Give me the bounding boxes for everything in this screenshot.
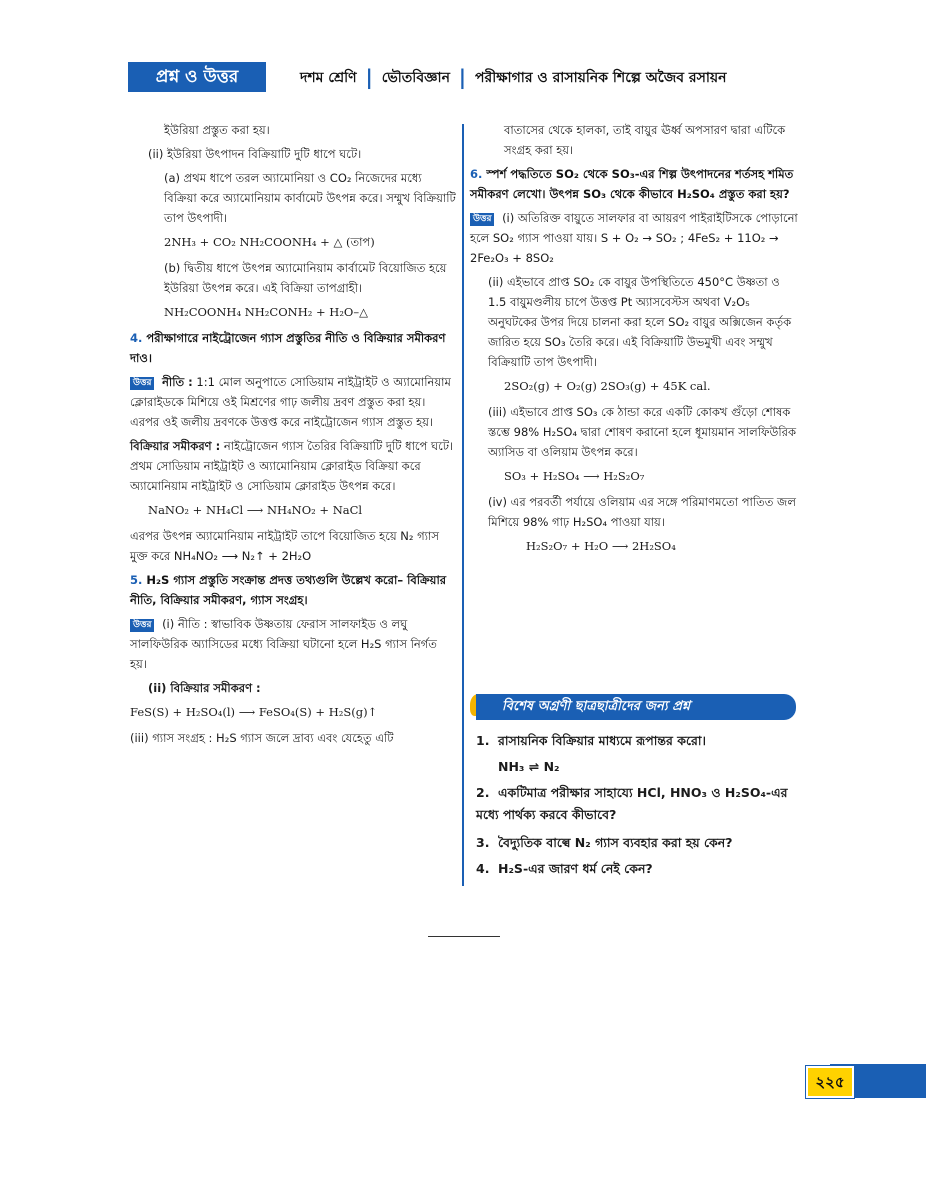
question-number: 4.: [476, 861, 490, 876]
running-header: [300, 62, 820, 92]
special-question: [476, 756, 806, 778]
header-chapter: পরীক্ষাগার ও রাসায়নিক শিল্পে অজৈব রসায়ন: [474, 70, 727, 86]
answer-4-principle: [130, 372, 456, 432]
equation: NaNO₂ + NH₄Cl ⟶ NH₄NO₂ + NaCl: [148, 503, 363, 517]
special-question: [476, 782, 806, 826]
question-number: 3.: [476, 835, 490, 850]
answer-text: 1:1 মোল অনুপাতে সোডিয়াম নাইট্রাইট ও অ্যামোনিয়াম ক্লোরাইডকে মিশিয়ে ওই মিশ্রণের গাঢ় জলীয় দ্রবণ প্রস্তুত করা হয়। এরপর ওই জলীয় দ্রবণকে উত্তপ্ত করে নাইট্রোজেন গ্যাস প্রস্তুত হয়।: [130, 375, 451, 429]
answer-6-step-2: (ii) এইভাবে প্রাপ্ত SO₂ কে বায়ুর উপস্থিতিতে 450°C উষ্ণতা ও 1.5 বায়ুমণ্ডলীয় চাপে উত্তপ্ত Pt অ্যাসবেস্টস অথবা V₂O₅ অনুঘটকের উপর দিয়ে চালনা করা হলে SO₂ বায়ুর অক্সিজেন কর্তৃক জারিত হয়ে SO₃ তৈরি করে। এই বিক্রিয়াটি উভমুখী এবং সম্মুখ বিক্রিয়াটি তাপ উৎপাদী।: [488, 275, 792, 369]
question-5: [130, 570, 456, 610]
question-text: H₂S-এর জারণ ধর্ম নেই কেন?: [498, 861, 653, 876]
answer-6-step-3: (iii) এইভাবে প্রাপ্ত SO₃ কে ঠান্ডা করে একটি কোকখ গুঁড়ো শোষক স্তম্ভে 98% H₂SO₄ দ্বারা শোষণ করানো হলে ধূমায়মান সালফিউরিক অ্যাসিড বা ওলিয়াম উৎপন্ন করে।: [488, 405, 797, 459]
answer-heading: নীতি :: [162, 375, 193, 389]
question-number: 5.: [130, 573, 143, 587]
header-separator: |: [458, 65, 467, 89]
answer-6-step-4: (iv) এর পরবর্তী পর্যায়ে ওলিয়াম এর সঙ্গে পরিমাণমতো পাতিত জল মিশিয়ে 98% গাঢ় H₂SO₄ পাওয়া যায়।: [488, 495, 796, 529]
answer-text: (ii) বিক্রিয়ার সমীকরণ :: [148, 681, 261, 695]
question-text: স্পর্শ পদ্ধতিতে SO₂ থেকে SO₃-এর শিল্প উৎপাদনের শর্তসহ শমিত সমীকরণ লেখো। উৎপন্ন SO₃ থেকে কীভাবে H₂SO₄ প্রস্তুত করা হয়?: [470, 167, 794, 201]
answer-4-equation: [130, 436, 456, 496]
question-number: 6.: [470, 167, 483, 181]
equation: 2SO₂(g) + O₂(g) 2SO₃(g) + 45K cal.: [504, 379, 711, 393]
equation: H₂S₂O₇ + H₂O ⟶ 2H₂SO₄: [526, 539, 676, 553]
left-column: [130, 120, 456, 752]
answer-text: নাইট্রোজেন গ্যাস তৈরির বিক্রিয়াটি দুটি ধাপে ঘটে। প্রথম সোডিয়াম নাইট্রাইট ও অ্যামোনিয়াম ক্লোরাইড বিক্রিয়া করে অ্যামোনিয়াম নাইট্রাইট ও সোডিয়াম ক্লোরাইড উৎপন্ন করে।: [130, 439, 454, 493]
answer-tag: উত্তর: [130, 377, 154, 390]
special-questions-banner: বিশেষ অগ্রণী ছাত্রছাত্রীদের জন্য প্রশ্ন: [476, 694, 796, 720]
text-paragraph: বাতাসের থেকে হালকা, তাই বায়ুর ঊর্ধ্ব অপসারণ দ্বারা এটিকে সংগ্রহ করা হয়।: [504, 123, 786, 157]
end-rule: [428, 936, 500, 937]
page-number: ২২৫: [806, 1066, 854, 1098]
text-line: (ii) ইউরিয়া উৎপাদন বিক্রিয়াটি দুটি ধাপে ঘটে।: [148, 147, 362, 161]
question-text: H₂S গ্যাস প্রস্তুতি সংক্রান্ত প্রদত্ত তথ্যগুলি উল্লেখ করো– বিক্রিয়ার নীতি, বিক্রিয়ার সমীকরণ, গ্যাস সংগ্রহ।: [130, 573, 447, 607]
answer-text: (iii) গ্যাস সংগ্রহ : H₂S গ্যাস জলে দ্রাব্য এবং যেহেতু এটি: [130, 731, 394, 745]
answer-text: (i) অতিরিক্ত বায়ুতে সালফার বা আয়রণ পাইরাইটিসকে পোড়ানো হলে SO₂ গ্যাস পাওয়া যায়। S + O₂ → SO₂ ; 4FeS₂ + 11O₂ → 2Fe₂O₃ + 8SO₂: [470, 211, 798, 265]
question-text: বৈদ্যুতিক বাল্বে N₂ গ্যাস ব্যবহার করা হয় কেন?: [498, 835, 733, 850]
question-text: একটিমাত্র পরীক্ষার সাহায্যে HCl, HNO₃ ও H₂SO₄-এর মধ্যে পার্থক্য করবে কীভাবে?: [476, 785, 788, 822]
question-6: [470, 164, 800, 204]
column-divider: [462, 124, 464, 886]
header-subject: ভৌতবিজ্ঞান: [381, 70, 450, 86]
answer-text: এরপর উৎপন্ন অ্যামোনিয়াম নাইট্রাইট তাপে বিয়োজিত হয়ে N₂ গ্যাস মুক্ত করে NH₄NO₂ ⟶ N₂↑ + 2H₂O: [130, 529, 439, 563]
header-class: দশম শ্রেণি: [300, 70, 357, 86]
special-question: [476, 730, 806, 752]
question-number: 1.: [476, 733, 490, 748]
answer-5-principle: [130, 614, 456, 674]
answer-heading: বিক্রিয়ার সমীকরণ :: [130, 439, 221, 453]
section-badge: প্রশ্ন ও উত্তর: [128, 62, 266, 92]
question-text: পরীক্ষাগারে নাইট্রোজেন গ্যাস প্রস্তুতির নীতি ও বিক্রিয়ার সমীকরণ দাও।: [130, 331, 446, 365]
question-text: রাসায়নিক বিক্রিয়ার মাধ্যমে রূপান্তর করো।: [498, 733, 706, 748]
answer-6-step-1: [470, 208, 800, 268]
special-question: [476, 832, 806, 854]
equation: NH₂COONH₄ NH₂CONH₂ + H₂O–△: [164, 305, 368, 319]
right-column: [470, 120, 800, 562]
question-text: NH₃ ⇌ N₂: [498, 759, 560, 774]
header-separator: |: [365, 65, 373, 89]
answer-text: (i) নীতি : স্বাভাবিক উষ্ণতায় ফেরাস সালফাইড ও লঘু সালফিউরিক অ্যাসিডের মধ্যে বিক্রিয়া ঘটানো হলে H₂S গ্যাস নির্গত হয়।: [130, 617, 437, 671]
question-4: [130, 328, 456, 368]
answer-tag: উত্তর: [470, 213, 494, 226]
text-paragraph: (b) দ্বিতীয় ধাপে উৎপন্ন অ্যামোনিয়াম কার্বামেট বিয়োজিত হয়ে ইউরিয়া উৎপন্ন করে। এই বিক্রিয়া তাপগ্রাহী।: [164, 261, 447, 295]
question-number: 4.: [130, 331, 143, 345]
text-paragraph: (a) প্রথম ধাপে তরল অ্যামোনিয়া ও CO₂ নিজেদের মধ্যে বিক্রিয়া করে অ্যামোনিয়াম কার্বামেট উৎপন্ন করে। সম্মুখ বিক্রিয়াটি তাপ উৎপাদী।: [164, 171, 456, 225]
answer-tag: উত্তর: [130, 619, 154, 632]
text-line: ইউরিয়া প্রস্তুত করা হয়।: [164, 123, 270, 137]
equation: SO₃ + H₂SO₄ ⟶ H₂S₂O₇: [504, 469, 645, 483]
special-question: [476, 858, 806, 880]
equation: 2NH₃ + CO₂ NH₂COONH₄ + △ (তাপ): [164, 235, 375, 249]
question-number: 2.: [476, 785, 490, 800]
equation: FeS(S) + H₂SO₄(l) ⟶ FeSO₄(S) + H₂S(g)↑: [130, 705, 378, 719]
